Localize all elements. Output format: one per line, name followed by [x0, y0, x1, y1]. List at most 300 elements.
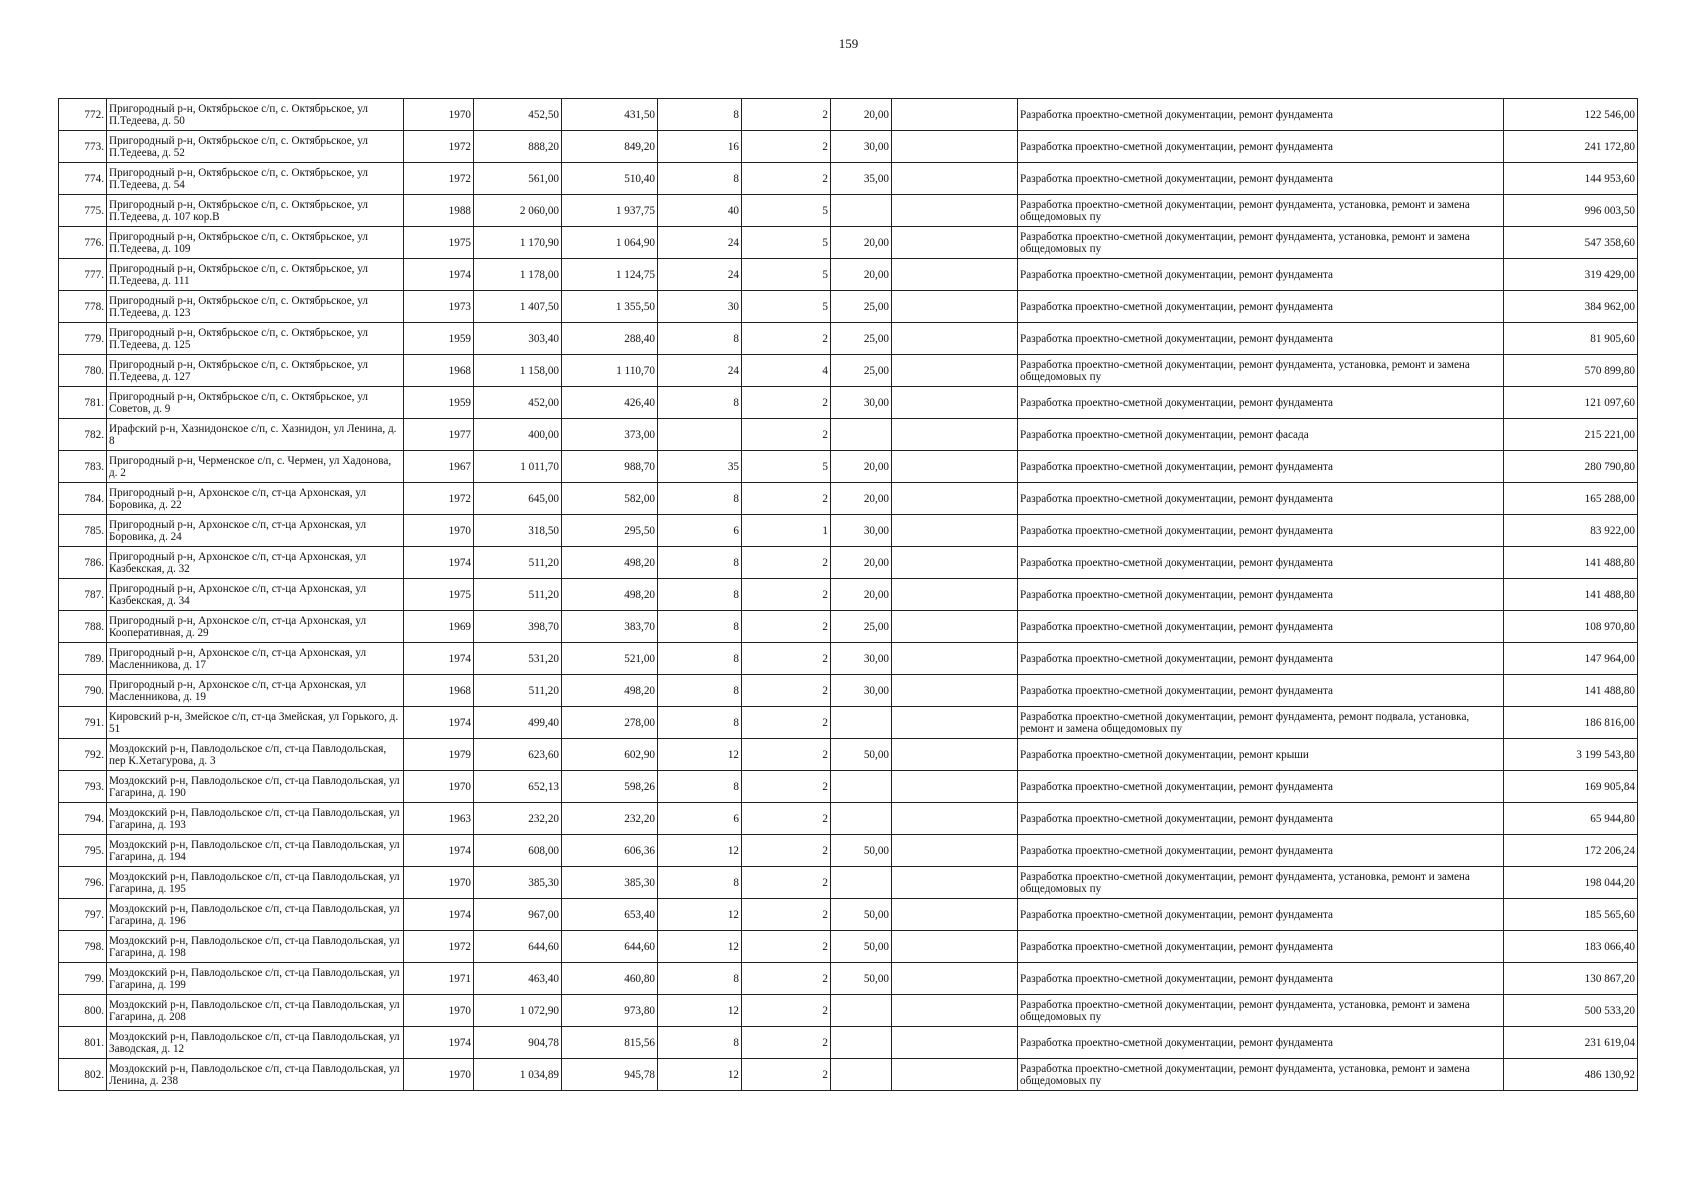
- table-row: [59, 963, 1638, 995]
- capital-repair-table: [58, 98, 1638, 1091]
- table-row: [59, 835, 1638, 867]
- total-area-cell: 967,00: [474, 899, 562, 931]
- empty-cell: [892, 227, 1018, 259]
- living-area-cell: 644,60: [562, 931, 658, 963]
- wear-percent-cell: 30,00: [831, 515, 892, 547]
- wear-percent-cell: [831, 995, 892, 1027]
- address-cell: Пригородный р-н, Архонское с/п, ст-ца Архонская, ул Боровика, д. 24: [107, 515, 404, 547]
- cost-cell: 141 488,80: [1504, 579, 1638, 611]
- year-cell: 1969: [404, 611, 474, 643]
- row-number: 787.: [59, 579, 107, 611]
- floors-cell: 2: [742, 835, 831, 867]
- cost-cell: 215 221,00: [1504, 419, 1638, 451]
- residents-cell: 30: [658, 291, 742, 323]
- works-description-cell: Разработка проектно-сметной документации, ремонт фундамента: [1018, 291, 1504, 323]
- empty-cell: [892, 291, 1018, 323]
- living-area-cell: 988,70: [562, 451, 658, 483]
- works-description-cell: Разработка проектно-сметной документации, ремонт фундамента: [1018, 547, 1504, 579]
- wear-percent-cell: 30,00: [831, 387, 892, 419]
- residents-cell: 8: [658, 579, 742, 611]
- cost-cell: 141 488,80: [1504, 547, 1638, 579]
- year-cell: 1970: [404, 99, 474, 131]
- row-number: 779.: [59, 323, 107, 355]
- living-area-cell: 278,00: [562, 707, 658, 739]
- works-description-cell: Разработка проектно-сметной документации, ремонт фундамента, установка, ремонт и замена общедомовых пу: [1018, 227, 1504, 259]
- floors-cell: 2: [742, 1027, 831, 1059]
- cost-cell: 231 619,04: [1504, 1027, 1638, 1059]
- empty-cell: [892, 259, 1018, 291]
- empty-cell: [892, 995, 1018, 1027]
- table-body: [59, 99, 1638, 1091]
- row-number: 781.: [59, 387, 107, 419]
- row-number: 795.: [59, 835, 107, 867]
- table-row: [59, 995, 1638, 1027]
- wear-percent-cell: 25,00: [831, 291, 892, 323]
- works-description-cell: Разработка проектно-сметной документации, ремонт фундамента: [1018, 579, 1504, 611]
- total-area-cell: 1 034,89: [474, 1059, 562, 1091]
- living-area-cell: 288,40: [562, 323, 658, 355]
- total-area-cell: 561,00: [474, 163, 562, 195]
- address-cell: Пригородный р-н, Октябрьское с/п, с. Октябрьское, ул П.Тедеева, д. 123: [107, 291, 404, 323]
- address-cell: Пригородный р-н, Октябрьское с/п, с. Октябрьское, ул Советов, д. 9: [107, 387, 404, 419]
- works-description-cell: Разработка проектно-сметной документации, ремонт фундамента: [1018, 899, 1504, 931]
- works-description-cell: Разработка проектно-сметной документации, ремонт фундамента: [1018, 963, 1504, 995]
- total-area-cell: 1 158,00: [474, 355, 562, 387]
- total-area-cell: 1 170,90: [474, 227, 562, 259]
- address-cell: Моздокский р-н, Павлодольское с/п, ст-ца Павлодольская, ул Гагарина, д. 199: [107, 963, 404, 995]
- year-cell: 1972: [404, 131, 474, 163]
- total-area-cell: 303,40: [474, 323, 562, 355]
- works-description-cell: Разработка проектно-сметной документации, ремонт фундамента: [1018, 1027, 1504, 1059]
- address-cell: Пригородный р-н, Архонское с/п, ст-ца Архонская, ул Боровика, д. 22: [107, 483, 404, 515]
- works-description-cell: Разработка проектно-сметной документации, ремонт фундамента, установка, ремонт и замена общедомовых пу: [1018, 195, 1504, 227]
- living-area-cell: 945,78: [562, 1059, 658, 1091]
- empty-cell: [892, 99, 1018, 131]
- table-row: [59, 803, 1638, 835]
- total-area-cell: 385,30: [474, 867, 562, 899]
- empty-cell: [892, 515, 1018, 547]
- cost-cell: 486 130,92: [1504, 1059, 1638, 1091]
- residents-cell: 8: [658, 707, 742, 739]
- wear-percent-cell: [831, 771, 892, 803]
- total-area-cell: 452,50: [474, 99, 562, 131]
- total-area-cell: 511,20: [474, 579, 562, 611]
- wear-percent-cell: 20,00: [831, 227, 892, 259]
- floors-cell: 2: [742, 867, 831, 899]
- table-row: [59, 579, 1638, 611]
- empty-cell: [892, 771, 1018, 803]
- row-number: 801.: [59, 1027, 107, 1059]
- row-number: 774.: [59, 163, 107, 195]
- wear-percent-cell: [831, 419, 892, 451]
- address-cell: Пригородный р-н, Октябрьское с/п, с. Октябрьское, ул П.Тедеева, д. 109: [107, 227, 404, 259]
- cost-cell: 547 358,60: [1504, 227, 1638, 259]
- year-cell: 1970: [404, 1059, 474, 1091]
- living-area-cell: 521,00: [562, 643, 658, 675]
- residents-cell: 16: [658, 131, 742, 163]
- works-description-cell: Разработка проектно-сметной документации, ремонт фундамента: [1018, 675, 1504, 707]
- living-area-cell: 606,36: [562, 835, 658, 867]
- table-row: [59, 931, 1638, 963]
- row-number: 772.: [59, 99, 107, 131]
- wear-percent-cell: 30,00: [831, 643, 892, 675]
- wear-percent-cell: 20,00: [831, 483, 892, 515]
- address-cell: Моздокский р-н, Павлодольское с/п, ст-ца Павлодольская, ул Гагарина, д. 190: [107, 771, 404, 803]
- total-area-cell: 318,50: [474, 515, 562, 547]
- residents-cell: 8: [658, 611, 742, 643]
- cost-cell: 280 790,80: [1504, 451, 1638, 483]
- floors-cell: 2: [742, 323, 831, 355]
- cost-cell: 147 964,00: [1504, 643, 1638, 675]
- address-cell: Пригородный р-н, Октябрьское с/п, с. Октябрьское, ул П.Тедеева, д. 127: [107, 355, 404, 387]
- floors-cell: 2: [742, 771, 831, 803]
- total-area-cell: 511,20: [474, 675, 562, 707]
- row-number: 780.: [59, 355, 107, 387]
- living-area-cell: 426,40: [562, 387, 658, 419]
- empty-cell: [892, 675, 1018, 707]
- living-area-cell: 1 110,70: [562, 355, 658, 387]
- total-area-cell: 511,20: [474, 547, 562, 579]
- empty-cell: [892, 131, 1018, 163]
- cost-cell: 241 172,80: [1504, 131, 1638, 163]
- works-description-cell: Разработка проектно-сметной документации, ремонт фундамента: [1018, 451, 1504, 483]
- year-cell: 1974: [404, 835, 474, 867]
- table-row: [59, 419, 1638, 451]
- floors-cell: 2: [742, 995, 831, 1027]
- row-number: 788.: [59, 611, 107, 643]
- floors-cell: 2: [742, 611, 831, 643]
- table-row: [59, 867, 1638, 899]
- living-area-cell: 973,80: [562, 995, 658, 1027]
- works-description-cell: Разработка проектно-сметной документации, ремонт фундамента: [1018, 131, 1504, 163]
- floors-cell: 2: [742, 899, 831, 931]
- table-row: [59, 739, 1638, 771]
- floors-cell: 4: [742, 355, 831, 387]
- row-number: 783.: [59, 451, 107, 483]
- cost-cell: 186 816,00: [1504, 707, 1638, 739]
- table-row: [59, 1059, 1638, 1091]
- floors-cell: 2: [742, 1059, 831, 1091]
- works-description-cell: Разработка проектно-сметной документации, ремонт фундамента: [1018, 515, 1504, 547]
- cost-cell: 3 199 543,80: [1504, 739, 1638, 771]
- table-row: [59, 259, 1638, 291]
- floors-cell: 2: [742, 99, 831, 131]
- wear-percent-cell: 20,00: [831, 451, 892, 483]
- cost-cell: 185 565,60: [1504, 899, 1638, 931]
- table-row: [59, 675, 1638, 707]
- living-area-cell: 815,56: [562, 1027, 658, 1059]
- wear-percent-cell: 50,00: [831, 835, 892, 867]
- cost-cell: 384 962,00: [1504, 291, 1638, 323]
- row-number: 793.: [59, 771, 107, 803]
- empty-cell: [892, 419, 1018, 451]
- table-row: [59, 163, 1638, 195]
- empty-cell: [892, 899, 1018, 931]
- floors-cell: 2: [742, 579, 831, 611]
- floors-cell: 2: [742, 483, 831, 515]
- wear-percent-cell: 30,00: [831, 131, 892, 163]
- address-cell: Пригородный р-н, Октябрьское с/п, с. Октябрьское, ул П.Тедеева, д. 50: [107, 99, 404, 131]
- residents-cell: 8: [658, 387, 742, 419]
- wear-percent-cell: 50,00: [831, 963, 892, 995]
- works-description-cell: Разработка проектно-сметной документации, ремонт фундамента: [1018, 99, 1504, 131]
- works-description-cell: Разработка проектно-сметной документации, ремонт фундамента: [1018, 611, 1504, 643]
- total-area-cell: 1 178,00: [474, 259, 562, 291]
- living-area-cell: 653,40: [562, 899, 658, 931]
- cost-cell: 319 429,00: [1504, 259, 1638, 291]
- year-cell: 1970: [404, 867, 474, 899]
- row-number: 800.: [59, 995, 107, 1027]
- total-area-cell: 645,00: [474, 483, 562, 515]
- row-number: 789.: [59, 643, 107, 675]
- empty-cell: [892, 867, 1018, 899]
- cost-cell: 65 944,80: [1504, 803, 1638, 835]
- residents-cell: 24: [658, 227, 742, 259]
- residents-cell: 6: [658, 515, 742, 547]
- works-description-cell: Разработка проектно-сметной документации, ремонт фундамента, установка, ремонт и замена общедомовых пу: [1018, 995, 1504, 1027]
- year-cell: 1977: [404, 419, 474, 451]
- living-area-cell: 460,80: [562, 963, 658, 995]
- cost-cell: 81 905,60: [1504, 323, 1638, 355]
- wear-percent-cell: 20,00: [831, 579, 892, 611]
- row-number: 777.: [59, 259, 107, 291]
- address-cell: Пригородный р-н, Архонское с/п, ст-ца Архонская, ул Масленникова, д. 19: [107, 675, 404, 707]
- empty-cell: [892, 739, 1018, 771]
- empty-cell: [892, 451, 1018, 483]
- year-cell: 1959: [404, 323, 474, 355]
- total-area-cell: 400,00: [474, 419, 562, 451]
- row-number: 776.: [59, 227, 107, 259]
- table-row: [59, 99, 1638, 131]
- total-area-cell: 652,13: [474, 771, 562, 803]
- floors-cell: 5: [742, 195, 831, 227]
- residents-cell: 6: [658, 803, 742, 835]
- row-number: 792.: [59, 739, 107, 771]
- total-area-cell: 608,00: [474, 835, 562, 867]
- table-row: [59, 227, 1638, 259]
- works-description-cell: Разработка проектно-сметной документации, ремонт фундамента, установка, ремонт и замена общедомовых пу: [1018, 355, 1504, 387]
- total-area-cell: 1 407,50: [474, 291, 562, 323]
- row-number: 798.: [59, 931, 107, 963]
- cost-cell: 500 533,20: [1504, 995, 1638, 1027]
- empty-cell: [892, 963, 1018, 995]
- residents-cell: 8: [658, 963, 742, 995]
- wear-percent-cell: 50,00: [831, 899, 892, 931]
- address-cell: Пригородный р-н, Октябрьское с/п, с. Октябрьское, ул П.Тедеева, д. 52: [107, 131, 404, 163]
- floors-cell: 2: [742, 547, 831, 579]
- living-area-cell: 582,00: [562, 483, 658, 515]
- year-cell: 1970: [404, 771, 474, 803]
- year-cell: 1972: [404, 483, 474, 515]
- wear-percent-cell: 25,00: [831, 355, 892, 387]
- residents-cell: 8: [658, 99, 742, 131]
- works-description-cell: Разработка проектно-сметной документации, ремонт фундамента: [1018, 163, 1504, 195]
- empty-cell: [892, 1027, 1018, 1059]
- residents-cell: 8: [658, 771, 742, 803]
- address-cell: Моздокский р-н, Павлодольское с/п, ст-ца Павлодольская, ул Гагарина, д. 196: [107, 899, 404, 931]
- floors-cell: 2: [742, 931, 831, 963]
- floors-cell: 1: [742, 515, 831, 547]
- table-row: [59, 771, 1638, 803]
- total-area-cell: 623,60: [474, 739, 562, 771]
- cost-cell: 570 899,80: [1504, 355, 1638, 387]
- cost-cell: 130 867,20: [1504, 963, 1638, 995]
- floors-cell: 2: [742, 387, 831, 419]
- floors-cell: 5: [742, 451, 831, 483]
- year-cell: 1974: [404, 1027, 474, 1059]
- row-number: 794.: [59, 803, 107, 835]
- cost-cell: 172 206,24: [1504, 835, 1638, 867]
- total-area-cell: 398,70: [474, 611, 562, 643]
- empty-cell: [892, 707, 1018, 739]
- address-cell: Пригородный р-н, Октябрьское с/п, с. Октябрьское, ул П.Тедеева, д. 54: [107, 163, 404, 195]
- year-cell: 1970: [404, 515, 474, 547]
- empty-cell: [892, 835, 1018, 867]
- works-description-cell: Разработка проектно-сметной документации, ремонт фундамента, установка, ремонт и замена общедомовых пу: [1018, 1059, 1504, 1091]
- works-description-cell: Разработка проектно-сметной документации, ремонт фасада: [1018, 419, 1504, 451]
- living-area-cell: 598,26: [562, 771, 658, 803]
- table-row: [59, 131, 1638, 163]
- empty-cell: [892, 163, 1018, 195]
- total-area-cell: 531,20: [474, 643, 562, 675]
- living-area-cell: 510,40: [562, 163, 658, 195]
- residents-cell: [658, 419, 742, 451]
- wear-percent-cell: 35,00: [831, 163, 892, 195]
- residents-cell: 8: [658, 163, 742, 195]
- residents-cell: 12: [658, 899, 742, 931]
- row-number: 773.: [59, 131, 107, 163]
- residents-cell: 12: [658, 995, 742, 1027]
- residents-cell: 12: [658, 1059, 742, 1091]
- row-number: 782.: [59, 419, 107, 451]
- address-cell: Пригородный р-н, Архонское с/п, ст-ца Архонская, ул Казбекская, д. 32: [107, 547, 404, 579]
- year-cell: 1974: [404, 259, 474, 291]
- year-cell: 1972: [404, 163, 474, 195]
- wear-percent-cell: 30,00: [831, 675, 892, 707]
- cost-cell: 198 044,20: [1504, 867, 1638, 899]
- year-cell: 1963: [404, 803, 474, 835]
- residents-cell: 12: [658, 931, 742, 963]
- total-area-cell: 452,00: [474, 387, 562, 419]
- cost-cell: 144 953,60: [1504, 163, 1638, 195]
- residents-cell: 24: [658, 259, 742, 291]
- address-cell: Моздокский р-н, Павлодольское с/п, ст-ца Павлодольская, ул Гагарина, д. 198: [107, 931, 404, 963]
- row-number: 790.: [59, 675, 107, 707]
- residents-cell: 12: [658, 739, 742, 771]
- works-description-cell: Разработка проектно-сметной документации, ремонт фундамента: [1018, 483, 1504, 515]
- table-row: [59, 387, 1638, 419]
- address-cell: Ирафский р-н, Хазнидонское с/п, с. Хазнидон, ул Ленина, д. 8: [107, 419, 404, 451]
- cost-cell: 141 488,80: [1504, 675, 1638, 707]
- wear-percent-cell: [831, 195, 892, 227]
- table-row: [59, 451, 1638, 483]
- address-cell: Пригородный р-н, Архонское с/п, ст-ца Архонская, ул Масленникова, д. 17: [107, 643, 404, 675]
- empty-cell: [892, 931, 1018, 963]
- floors-cell: 2: [742, 163, 831, 195]
- floors-cell: 2: [742, 131, 831, 163]
- residents-cell: 8: [658, 867, 742, 899]
- total-area-cell: 644,60: [474, 931, 562, 963]
- year-cell: 1972: [404, 931, 474, 963]
- living-area-cell: 602,90: [562, 739, 658, 771]
- cost-cell: 183 066,40: [1504, 931, 1638, 963]
- table-row: [59, 483, 1638, 515]
- empty-cell: [892, 643, 1018, 675]
- empty-cell: [892, 387, 1018, 419]
- year-cell: 1974: [404, 707, 474, 739]
- wear-percent-cell: 50,00: [831, 739, 892, 771]
- empty-cell: [892, 355, 1018, 387]
- works-description-cell: Разработка проектно-сметной документации, ремонт фундамента, ремонт подвала, установка, ремонт и замена общедомовых пу: [1018, 707, 1504, 739]
- wear-percent-cell: [831, 1027, 892, 1059]
- floors-cell: 2: [742, 419, 831, 451]
- floors-cell: 5: [742, 259, 831, 291]
- total-area-cell: 888,20: [474, 131, 562, 163]
- year-cell: 1975: [404, 579, 474, 611]
- total-area-cell: 904,78: [474, 1027, 562, 1059]
- works-description-cell: Разработка проектно-сметной документации, ремонт фундамента: [1018, 387, 1504, 419]
- cost-cell: 996 003,50: [1504, 195, 1638, 227]
- floors-cell: 2: [742, 707, 831, 739]
- year-cell: 1971: [404, 963, 474, 995]
- row-number: 802.: [59, 1059, 107, 1091]
- address-cell: Пригородный р-н, Архонское с/п, ст-ца Архонская, ул Казбекская, д. 34: [107, 579, 404, 611]
- works-description-cell: Разработка проектно-сметной документации, ремонт фундамента: [1018, 771, 1504, 803]
- residents-cell: 8: [658, 1027, 742, 1059]
- living-area-cell: 385,30: [562, 867, 658, 899]
- works-description-cell: Разработка проектно-сметной документации, ремонт фундамента: [1018, 259, 1504, 291]
- floors-cell: 5: [742, 227, 831, 259]
- floors-cell: 5: [742, 291, 831, 323]
- table-row: [59, 355, 1638, 387]
- address-cell: Моздокский р-н, Павлодольское с/п, ст-ца Павлодольская, ул Гагарина, д. 194: [107, 835, 404, 867]
- works-description-cell: Разработка проектно-сметной документации, ремонт фундамента: [1018, 643, 1504, 675]
- works-description-cell: Разработка проектно-сметной документации, ремонт фундамента: [1018, 323, 1504, 355]
- wear-percent-cell: [831, 707, 892, 739]
- address-cell: Пригородный р-н, Архонское с/п, ст-ца Архонская, ул Кооперативная, д. 29: [107, 611, 404, 643]
- living-area-cell: 1 937,75: [562, 195, 658, 227]
- address-cell: Моздокский р-н, Павлодольское с/п, ст-ца Павлодольская, пер К.Хетагурова, д. 3: [107, 739, 404, 771]
- wear-percent-cell: 25,00: [831, 323, 892, 355]
- year-cell: 1988: [404, 195, 474, 227]
- table-row: [59, 707, 1638, 739]
- empty-cell: [892, 195, 1018, 227]
- table-row: [59, 323, 1638, 355]
- living-area-cell: 498,20: [562, 675, 658, 707]
- total-area-cell: 463,40: [474, 963, 562, 995]
- living-area-cell: 849,20: [562, 131, 658, 163]
- year-cell: 1968: [404, 355, 474, 387]
- year-cell: 1959: [404, 387, 474, 419]
- works-description-cell: Разработка проектно-сметной документации, ремонт фундамента: [1018, 835, 1504, 867]
- residents-cell: 35: [658, 451, 742, 483]
- row-number: 797.: [59, 899, 107, 931]
- cost-cell: 165 288,00: [1504, 483, 1638, 515]
- living-area-cell: 1 355,50: [562, 291, 658, 323]
- row-number: 778.: [59, 291, 107, 323]
- cost-cell: 108 970,80: [1504, 611, 1638, 643]
- address-cell: Моздокский р-н, Павлодольское с/п, ст-ца Павлодольская, ул Ленина, д. 238: [107, 1059, 404, 1091]
- residents-cell: 8: [658, 675, 742, 707]
- works-description-cell: Разработка проектно-сметной документации, ремонт крыши: [1018, 739, 1504, 771]
- floors-cell: 2: [742, 963, 831, 995]
- living-area-cell: 295,50: [562, 515, 658, 547]
- floors-cell: 2: [742, 803, 831, 835]
- empty-cell: [892, 483, 1018, 515]
- row-number: 784.: [59, 483, 107, 515]
- empty-cell: [892, 579, 1018, 611]
- residents-cell: 24: [658, 355, 742, 387]
